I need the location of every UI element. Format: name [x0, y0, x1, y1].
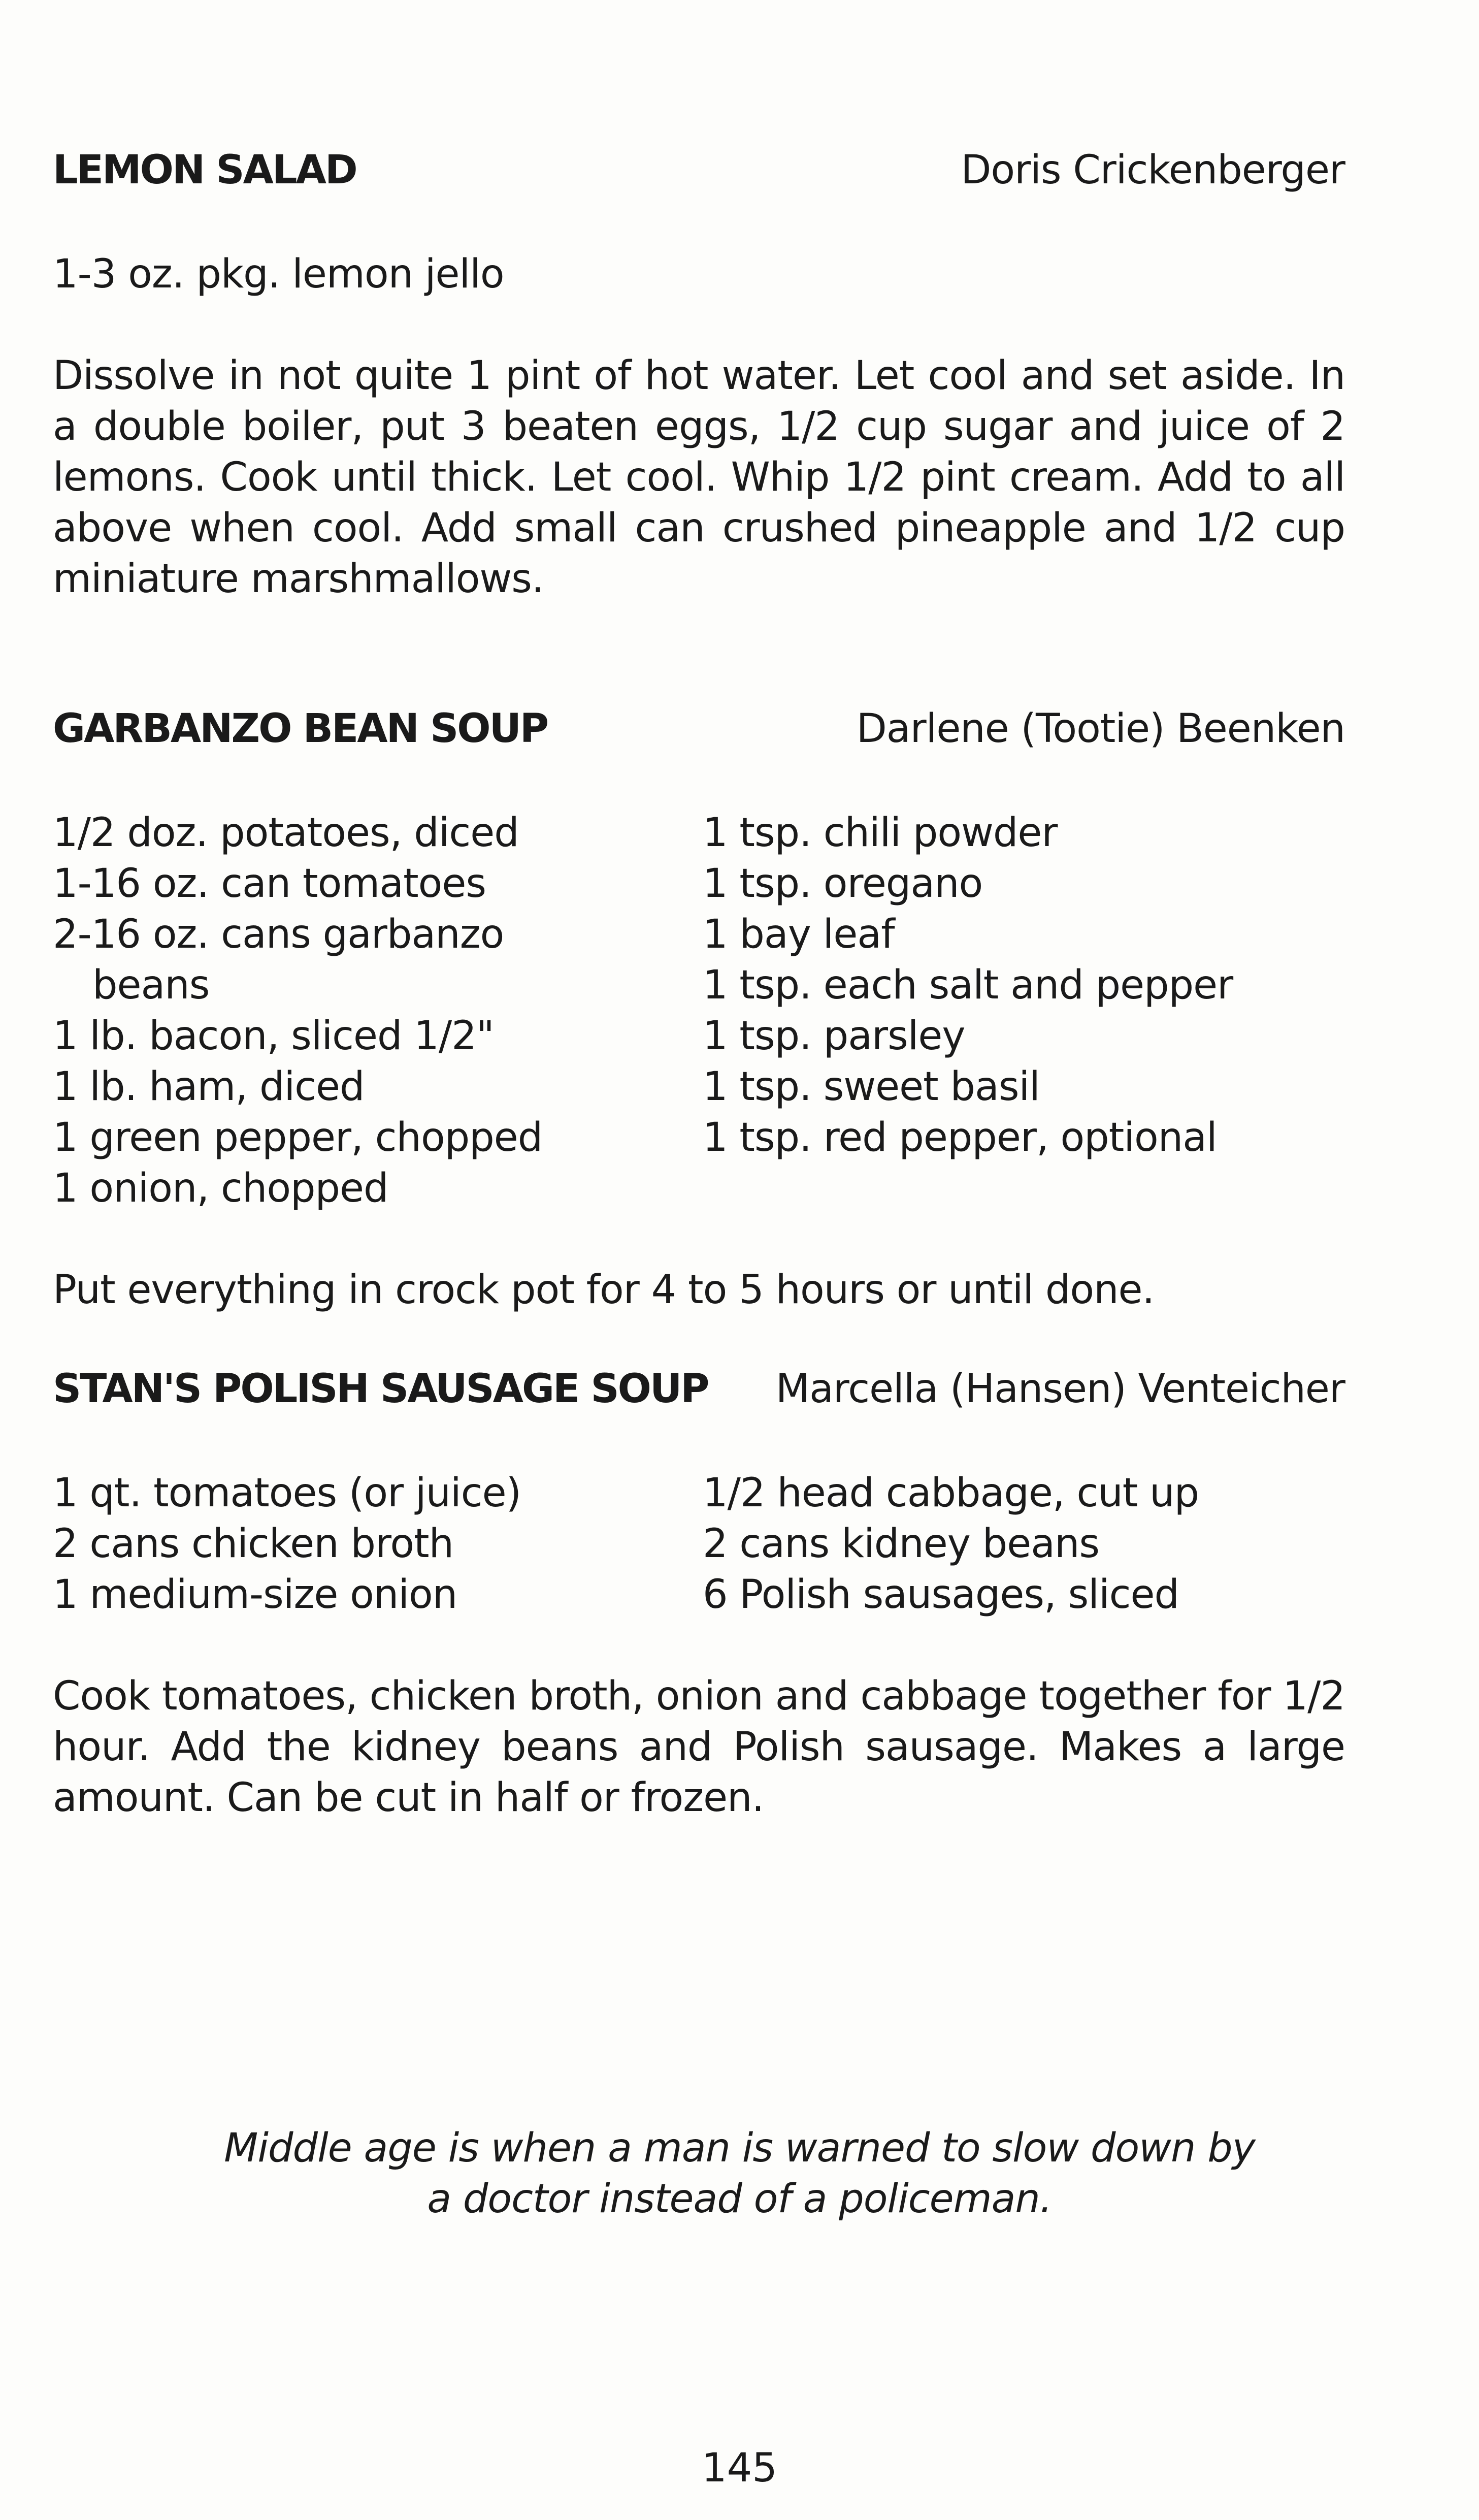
- ingredient-line: 1 tsp. oregano: [703, 861, 983, 907]
- recipe-polish-sausage-soup: [53, 1366, 1345, 1823]
- recipe-author: Darlene (Tootie) Beenken: [856, 706, 1345, 752]
- recipe-content: [53, 147, 1345, 1823]
- ingredient-line: 1 qt. tomatoes (or juice): [53, 1470, 521, 1516]
- ingredient-line: 1 green pepper, chopped: [53, 1115, 543, 1160]
- ingredient-line: 1/2 head cabbage, cut up: [703, 1470, 1199, 1516]
- quote-line-1: Middle age is when a man is warned to slow down by: [224, 2125, 1255, 2171]
- recipe-directions: Put everything in crock pot for 4 to 5 hours or until done.: [53, 1267, 1155, 1313]
- ingredient-line: 1-3 oz. pkg. lemon jello: [53, 251, 504, 297]
- recipe-header: [53, 706, 1345, 757]
- ingredient-line: 2 cans chicken broth: [53, 1521, 454, 1567]
- recipe-title: STAN'S POLISH SAUSAGE SOUP: [53, 1366, 708, 1412]
- ingredient-line: 1 bay leaf: [703, 912, 895, 957]
- ingredients-right-column: [703, 1468, 1345, 1620]
- ingredient-line: beans: [92, 962, 210, 1008]
- ingredients-right-column: [703, 807, 1345, 1214]
- filler-quote: [0, 2123, 1479, 2224]
- ingredient-line: 1 tsp. parsley: [703, 1013, 965, 1059]
- ingredient-line: 1/2 doz. potatoes, diced: [53, 810, 519, 856]
- ingredient-line: 1 medium-size onion: [53, 1572, 457, 1618]
- ingredient-line: 1 lb. ham, diced: [53, 1064, 365, 1110]
- recipe-garbanzo-bean-soup: [53, 706, 1345, 1315]
- ingredient-line: 1 onion, chopped: [53, 1166, 388, 1211]
- ingredient-line: 1 tsp. red pepper, optional: [703, 1115, 1217, 1160]
- recipe-author: Doris Crickenberger: [961, 147, 1345, 193]
- ingredient-line: 1-16 oz. can tomatoes: [53, 861, 486, 907]
- recipe-header: [53, 147, 1345, 198]
- recipe-title: LEMON SALAD: [53, 147, 356, 193]
- ingredient-line: 1 tsp. sweet basil: [703, 1064, 1040, 1110]
- page-number: 145: [702, 2445, 777, 2491]
- ingredient-line: 2 cans kidney beans: [703, 1521, 1100, 1567]
- ingredients-left-column: [53, 1468, 703, 1620]
- recipe-directions: Cook tomatoes, chicken broth, onion and cabbage together for 1/2 hour. Add the kidney beans and Polish sausage. Makes a large amount. Can be cut in half or frozen.: [53, 1673, 1345, 1821]
- recipe-author: Marcella (Hansen) Venteicher: [775, 1366, 1345, 1412]
- ingredient-line: 6 Polish sausages, sliced: [703, 1572, 1179, 1618]
- recipe-header: [53, 1366, 1345, 1417]
- recipe-lemon-salad: [53, 147, 1345, 604]
- recipe-directions: Dissolve in not quite 1 pint of hot water. Let cool and set aside. In a double boiler, put 3 beaten eggs, 1/2 cup sugar and juice of 2 lemons. Cook until thick. Let cool. Whip 1/2 pint cream. Add to all above when cool. Add small can crushed pineapple and 1/2 cup miniature marshmallows.: [53, 353, 1345, 602]
- ingredients-left-column: [53, 807, 703, 1214]
- ingredient-line: 1 lb. bacon, sliced 1/2": [53, 1013, 494, 1059]
- recipe-title: GARBANZO BEAN SOUP: [53, 706, 548, 752]
- ingredients-list: [53, 1468, 1345, 1620]
- ingredients-list: [53, 807, 1345, 1214]
- ingredient-line: 2-16 oz. cans garbanzo: [53, 912, 504, 957]
- ingredient-line: 1 tsp. chili powder: [703, 810, 1058, 856]
- ingredient-line: 1 tsp. each salt and pepper: [703, 962, 1233, 1008]
- quote-line-2: a doctor instead of a policeman.: [427, 2176, 1052, 2222]
